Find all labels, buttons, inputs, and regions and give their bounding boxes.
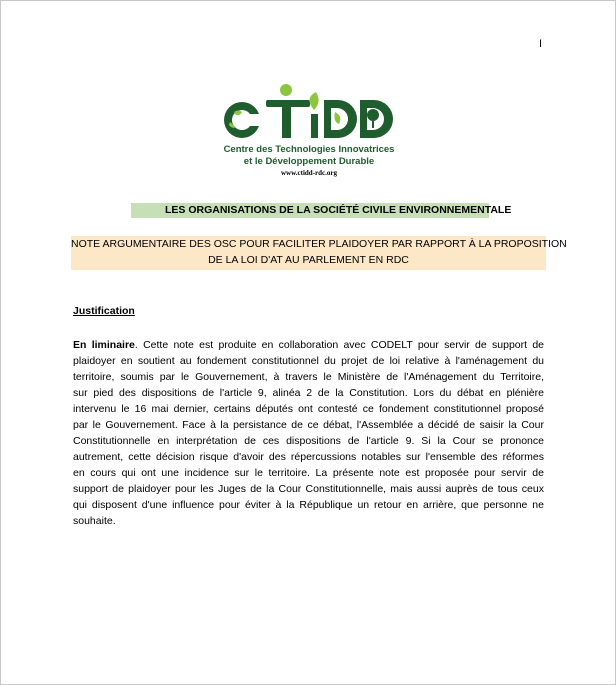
note-title-line-1: NOTE ARGUMENTAIRE DES OSC POUR FACILITER PLAIDOYER PAR RAPPORT À LA PROPOSITION xyxy=(71,238,567,250)
paragraph-line-10: support de plaidoyer pour les Juges de la Cour Constitutionnelle, mais aussi auprès de tous ceux xyxy=(73,483,544,495)
paragraph-line-5: intervenu le 16 mai dernier, certains députés ont contesté ce fondement constitutionnel proposé xyxy=(73,403,544,415)
note-title-line-2: DE LA LOI D'AT AU PARLEMENT EN RDC xyxy=(208,254,409,266)
leaf-icon xyxy=(309,92,318,110)
paragraph-line-1: En liminaire. Cette note est produite en collaboration avec CODELT pour servir de support de xyxy=(73,339,544,351)
org-banner-text: LES ORGANISATIONS DE LA SOCIÉTÉ CIVILE ENVIRONNEMENTALE xyxy=(165,204,512,216)
ctidd-logo-graphic xyxy=(216,78,402,144)
person-head xyxy=(280,84,292,96)
paragraph-line-4: sur pied des dispositions de l'article 9, alinéa 2 de la Constitution. Lors du débat en plénière xyxy=(73,387,544,399)
paragraph-lead: En liminaire xyxy=(73,339,135,351)
paragraph-line-7: Constitutionnelle en interprétation de ces dispositions de l'article 9. Si la Cour se prononce xyxy=(73,435,544,447)
page-number: I xyxy=(539,38,543,50)
paragraph-line-9: en cours qui ont une incidence sur le territoire. La présente note est proposée pour servir de xyxy=(73,467,544,479)
paragraph-line-11: qui disposent d'une influence pour éviter à la République un retour en arrière, que personne ne xyxy=(73,499,544,511)
logo-line-2: et le Développement Durable xyxy=(243,156,375,167)
org-banner xyxy=(131,203,512,218)
logo-line-1: Centre des Technologies Innovatrices xyxy=(223,144,395,155)
section-title: Justification xyxy=(73,305,135,317)
paragraph-line-12: souhaite. xyxy=(73,515,116,527)
paragraph-line-3: territoire, soumis par le Gouvernement, à travers le Ministère de l'Aménagement du Territoire, xyxy=(73,371,544,383)
note-title-box xyxy=(71,236,567,270)
ctidd-logo xyxy=(216,78,402,182)
paragraph-line-2: plaidoyer en soutient au fondement constitutionnel du projet de loi relative à l'aménagement du xyxy=(73,355,544,367)
paragraph-line-6: par le Gouvernement. Face à la persistance de ce débat, l'Assemblée a décidé de saisir la Cour xyxy=(73,419,544,431)
logo-url: www.ctidd-rdc.org xyxy=(281,169,337,177)
paragraph-line-8: autrement, cette décision risque d'avoir des répercussions notables sur l'ensemble des réformes xyxy=(73,451,544,463)
